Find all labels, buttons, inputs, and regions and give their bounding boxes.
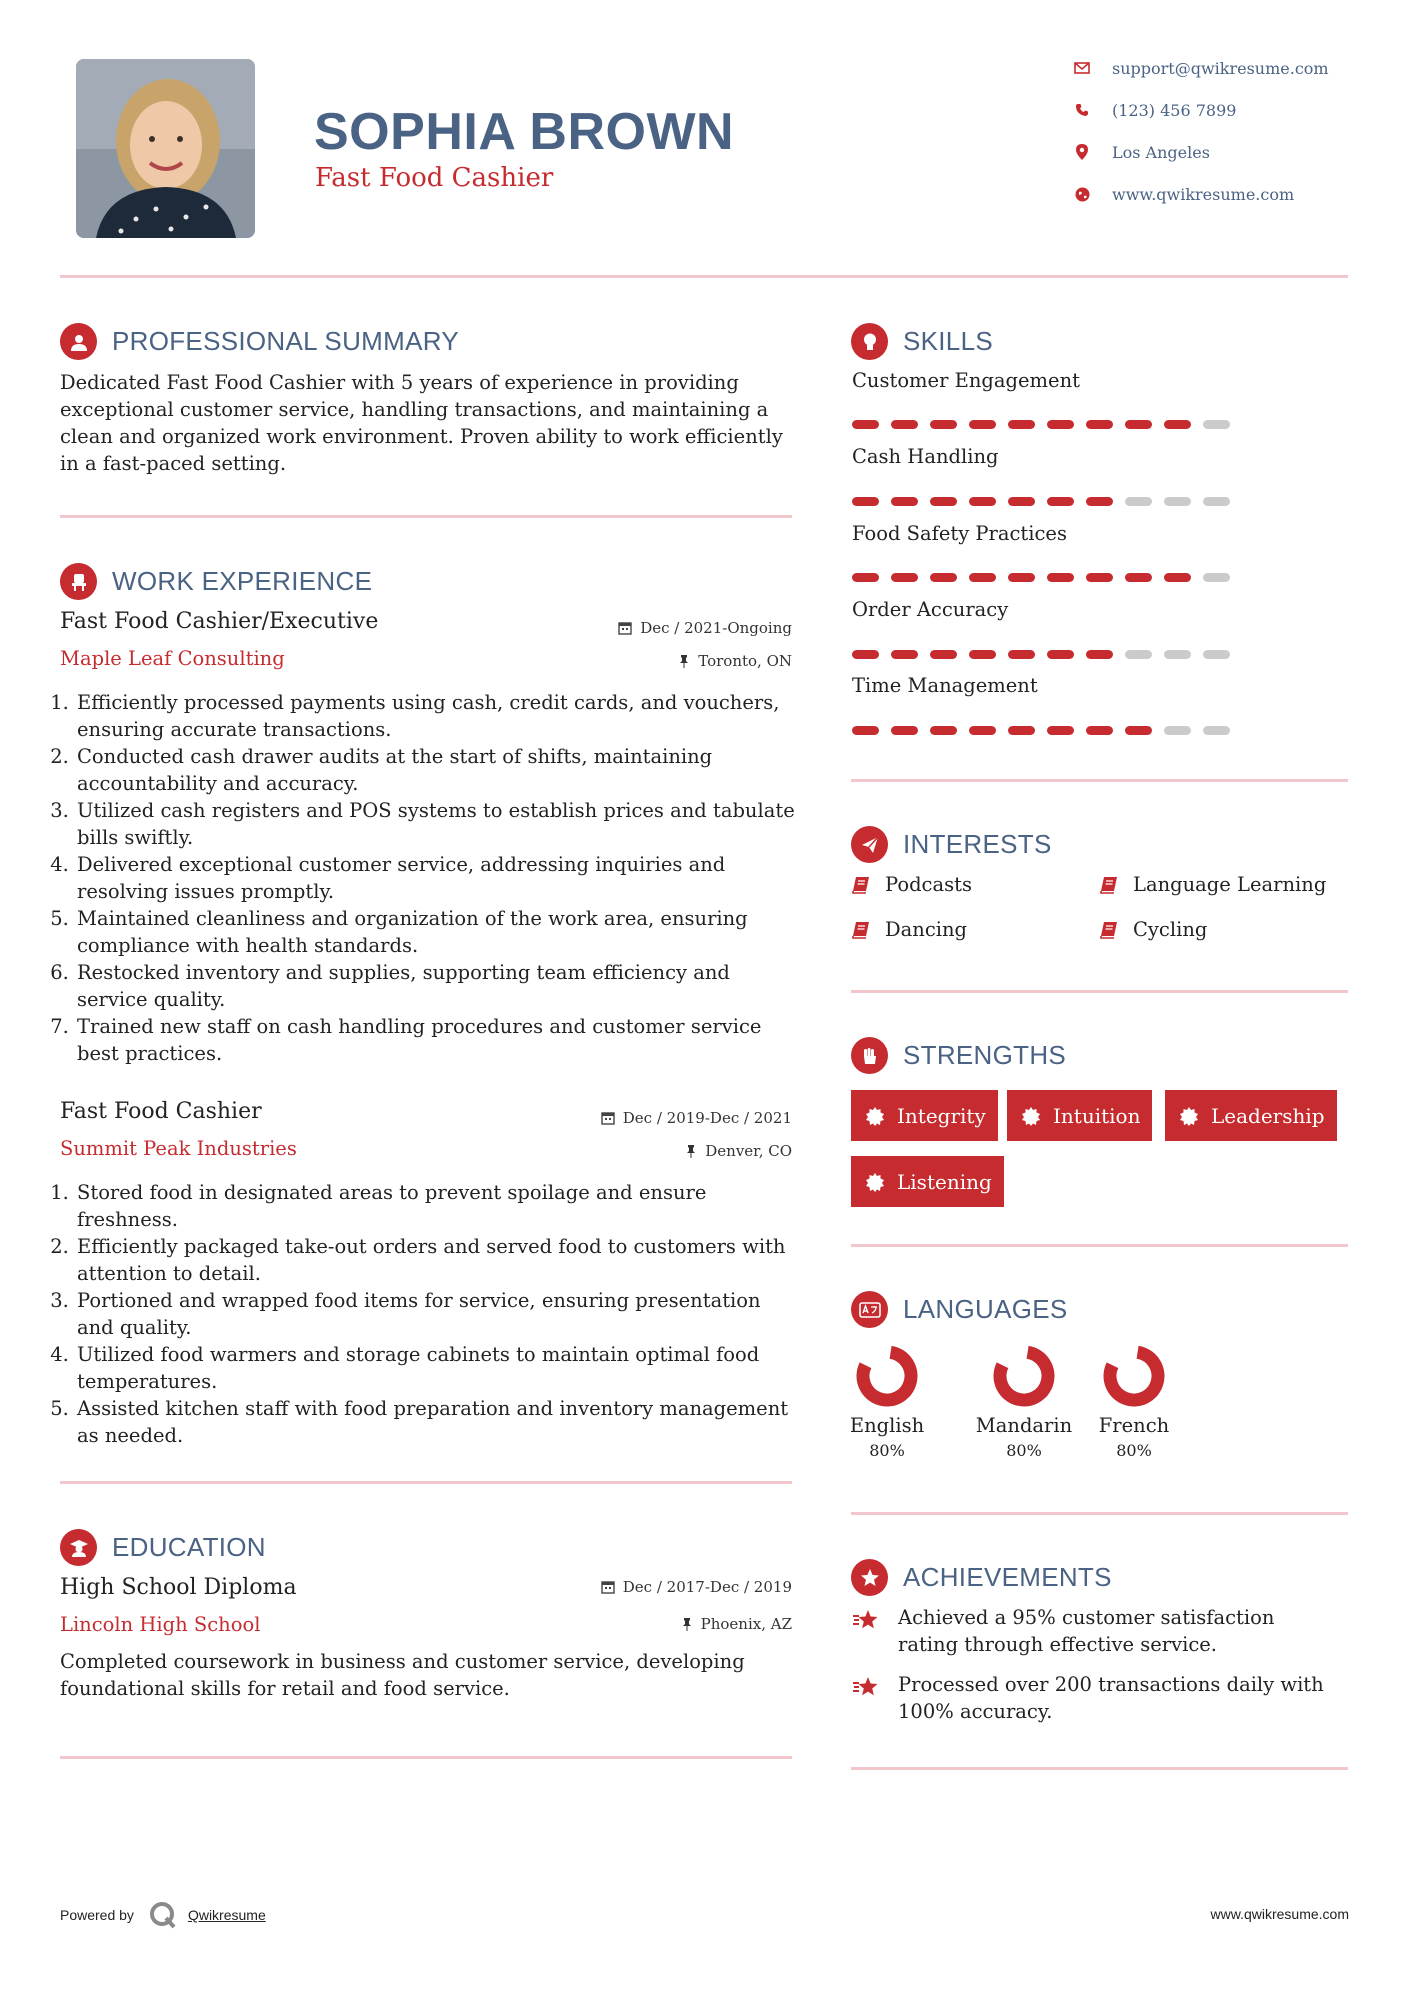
skill-dash-filled: [852, 573, 879, 582]
book-icon: [851, 876, 871, 894]
achievement-item: [852, 1671, 1332, 1725]
skill-5-meter: [852, 726, 1230, 735]
skill-dash-filled: [1125, 726, 1152, 735]
skill-dash-filled: [930, 650, 957, 659]
skill-dash-filled: [1086, 726, 1113, 735]
skill-4-meter: [852, 650, 1230, 659]
skill-dash-filled: [891, 573, 918, 582]
strength-label: Leadership: [1211, 1103, 1325, 1128]
job-1-company: Maple Leaf Consulting: [60, 647, 285, 670]
book-icon: [1099, 876, 1119, 894]
contact-email-text: support@qwikresume.com: [1112, 58, 1329, 78]
list-item: 5. Assisted kitchen staff with food preparation and inventory management as needed.: [75, 1395, 797, 1449]
strength-chip: [851, 1156, 1004, 1207]
list-item: 3. Portioned and wrapped food items for service, ensuring presentation and quality.: [75, 1287, 797, 1341]
achievement-text: Processed over 200 transactions daily with 100% accuracy.: [898, 1673, 1324, 1723]
education-dates-text: Dec / 2017-Dec / 2019: [622, 1578, 792, 1596]
experience-divider: [60, 1481, 792, 1484]
skill-dash-filled: [1164, 420, 1191, 429]
skill-dash-filled: [1047, 497, 1074, 506]
skill-dash-empty: [1203, 497, 1230, 506]
job-2-dates-text: Dec / 2019-Dec / 2021: [622, 1109, 792, 1127]
skill-dash-filled: [852, 726, 879, 735]
language-french: [1079, 1344, 1189, 1460]
job-2-company: Summit Peak Industries: [60, 1137, 297, 1160]
strengths-heading: [851, 1037, 1066, 1074]
skill-5-name: Time Management: [852, 674, 1038, 697]
contact-phone-text: (123) 456 7899: [1112, 100, 1237, 120]
skill-dash-filled: [1008, 726, 1035, 735]
skill-dash-filled: [1164, 573, 1191, 582]
skill-dash-filled: [930, 573, 957, 582]
list-item: 1. Stored food in designated areas to prevent spoilage and ensure freshness.: [75, 1179, 797, 1233]
profile-photo: [76, 59, 255, 238]
experience-title: WORK EXPERIENCE: [112, 566, 373, 596]
interest-label: Language Learning: [1133, 873, 1327, 896]
achievements-title: ACHIEVEMENTS: [903, 1562, 1112, 1592]
interest-label: Podcasts: [885, 873, 972, 896]
skill-dash-filled: [1008, 420, 1035, 429]
interest-item: [851, 873, 972, 896]
job-1-dates: [618, 619, 792, 637]
skill-dash-filled: [1008, 650, 1035, 659]
skill-3-name: Food Safety Practices: [852, 522, 1067, 545]
interests-heading: [851, 826, 1052, 863]
pin-icon: [678, 654, 690, 668]
language-name: French: [1098, 1414, 1170, 1437]
language-name: English: [849, 1414, 925, 1437]
skills-divider: [851, 779, 1348, 782]
list-item: 2. Conducted cash drawer audits at the start of shifts, maintaining accountability and accuracy.: [75, 743, 797, 797]
skill-dash-empty: [1203, 650, 1230, 659]
language-percent: 80%: [1006, 1441, 1042, 1460]
skill-dash-filled: [1008, 573, 1035, 582]
interests-divider: [851, 990, 1348, 993]
calendar-icon: [618, 621, 632, 635]
education-location-text: Phoenix, AZ: [700, 1615, 792, 1633]
list-item: 6. Restocked inventory and supplies, supporting team efficiency and service quality.: [75, 959, 797, 1013]
skill-dash-filled: [969, 497, 996, 506]
languages-heading: [851, 1291, 1068, 1328]
skill-dash-filled: [891, 497, 918, 506]
language-mandarin: [969, 1344, 1079, 1460]
interests-title: INTERESTS: [903, 829, 1052, 859]
job-1-bullets: [57, 689, 797, 1067]
strength-chip: [1007, 1090, 1152, 1141]
summary-heading: [60, 323, 459, 360]
skill-dash-filled: [930, 420, 957, 429]
list-item: 3. Utilized cash registers and POS systems to establish prices and tabulate bills swiftly.: [75, 797, 797, 851]
summary-divider: [60, 515, 792, 518]
language-ring: [1102, 1344, 1166, 1408]
education-location: [681, 1615, 792, 1633]
languages-title: LANGUAGES: [903, 1294, 1068, 1324]
strength-label: Integrity: [897, 1103, 986, 1128]
strengths-title: STRENGTHS: [903, 1040, 1067, 1070]
phone-icon: [1072, 100, 1092, 120]
book-icon: [851, 921, 871, 939]
powered-by-text: Powered by: [60, 1907, 134, 1923]
skill-dash-filled: [930, 726, 957, 735]
achievement-item: [852, 1604, 1332, 1658]
experience-heading: [60, 563, 372, 600]
skill-dash-filled: [969, 726, 996, 735]
education-school: Lincoln High School: [60, 1613, 261, 1636]
language-ring-arc: [1000, 1352, 1048, 1400]
language-ring-arc: [1110, 1352, 1158, 1400]
skill-dash-filled: [1086, 573, 1113, 582]
strengths-divider: [851, 1244, 1348, 1247]
skill-dash-filled: [852, 650, 879, 659]
job-2-title: Fast Food Cashier: [60, 1099, 262, 1124]
language-percent: 80%: [1116, 1441, 1152, 1460]
list-item: 4. Utilized food warmers and storage cabinets to maintain optimal food temperatures.: [75, 1341, 797, 1395]
interest-label: Dancing: [885, 918, 968, 941]
achievement-text: Achieved a 95% customer satisfaction rating through effective service.: [898, 1606, 1275, 1656]
skill-dash-filled: [969, 650, 996, 659]
skill-dash-filled: [969, 573, 996, 582]
star-icon: [852, 1608, 882, 1632]
candidate-name: SOPHIA BROWN: [314, 103, 735, 161]
languages-divider: [851, 1512, 1348, 1515]
user-icon: [60, 323, 97, 360]
job-1-location-text: Toronto, ON: [698, 652, 792, 670]
badge-icon: [1179, 1106, 1199, 1126]
footer-url[interactable]: www.qwikresume.com: [1210, 1906, 1349, 1922]
strength-chip: [851, 1090, 998, 1141]
job-2-bullets: [57, 1179, 797, 1449]
footer-powered-by: [60, 1900, 266, 1930]
skill-dash-filled: [891, 420, 918, 429]
job-1-title: Fast Food Cashier/Executive: [60, 609, 379, 634]
skills-heading: [851, 323, 993, 360]
skill-dash-empty: [1125, 650, 1152, 659]
qwikresume-logo-icon: [148, 1900, 178, 1930]
globe-icon: [1072, 184, 1092, 204]
envelope-icon: [1072, 58, 1092, 78]
book-icon: [1099, 921, 1119, 939]
list-item: 2. Efficiently packaged take-out orders and served food to customers with attention to detail.: [75, 1233, 797, 1287]
star-badge-icon: [851, 1559, 888, 1596]
skill-2-name: Cash Handling: [852, 445, 999, 468]
skill-dash-empty: [1164, 497, 1191, 506]
skill-3-meter: [852, 573, 1230, 582]
job-2-location-text: Denver, CO: [705, 1142, 792, 1160]
strength-label: Listening: [897, 1169, 992, 1194]
job-1-dates-text: Dec / 2021-Ongoing: [640, 619, 792, 637]
list-item: 5. Maintained cleanliness and organization of the work area, ensuring compliance with health standards.: [75, 905, 797, 959]
skill-dash-filled: [969, 420, 996, 429]
education-dates: [601, 1578, 792, 1596]
skill-2-meter: [852, 497, 1230, 506]
map-pin-icon: [1072, 142, 1092, 162]
qwikresume-link[interactable]: Qwikresume: [187, 1907, 266, 1923]
job-2-location: [685, 1142, 792, 1160]
language-ring-arc: [863, 1352, 911, 1400]
skill-dash-filled: [1125, 573, 1152, 582]
list-item: 1. Efficiently processed payments using cash, credit cards, and vouchers, ensuring accurate transactions.: [75, 689, 797, 743]
skill-dash-empty: [1164, 726, 1191, 735]
language-ring: [855, 1344, 919, 1408]
strength-chip: [1165, 1090, 1337, 1141]
calendar-icon: [601, 1111, 615, 1125]
skill-dash-empty: [1203, 573, 1230, 582]
skill-dash-empty: [1125, 497, 1152, 506]
achievements-divider: [851, 1767, 1348, 1770]
fist-icon: [851, 1037, 888, 1074]
paper-plane-icon: [851, 826, 888, 863]
badge-icon: [1021, 1106, 1041, 1126]
skill-dash-filled: [1047, 420, 1074, 429]
summary-text: Dedicated Fast Food Cashier with 5 years of experience in providing exceptional customer service, handling transactions, and maintaining a clean and organized work environment. Proven ability to work efficiently in a fast-paced setting.: [60, 371, 783, 475]
skill-dash-filled: [1008, 497, 1035, 506]
education-heading: [60, 1529, 266, 1566]
badge-icon: [865, 1106, 885, 1126]
achievements-heading: [851, 1559, 1112, 1596]
education-title: EDUCATION: [112, 1532, 266, 1562]
calendar-icon: [601, 1580, 615, 1594]
education-divider: [60, 1756, 792, 1759]
skill-dash-filled: [1086, 497, 1113, 506]
skill-dash-filled: [930, 497, 957, 506]
candidate-title: Fast Food Cashier: [315, 163, 554, 193]
job-2-dates: [601, 1109, 792, 1127]
interest-label: Cycling: [1133, 918, 1208, 941]
skill-dash-filled: [1086, 650, 1113, 659]
skill-dash-filled: [1047, 726, 1074, 735]
education-degree: High School Diploma: [60, 1575, 297, 1600]
interest-item: [1099, 918, 1207, 941]
contact-website-text: www.qwikresume.com: [1112, 184, 1295, 204]
language-english: [832, 1344, 942, 1460]
list-item: 7. Trained new staff on cash handling procedures and customer service best practices.: [75, 1013, 797, 1067]
language-name: Mandarin: [975, 1414, 1073, 1437]
list-item: 4. Delivered exceptional customer service, addressing inquiries and resolving issues promptly.: [75, 851, 797, 905]
lightbulb-icon: [851, 323, 888, 360]
contact-location: [1072, 142, 1210, 162]
interest-item: [1099, 873, 1326, 896]
skill-1-meter: [852, 420, 1230, 429]
profile-photo-image: [76, 59, 255, 238]
skill-dash-empty: [1203, 420, 1230, 429]
contact-phone[interactable]: [1072, 100, 1236, 120]
pin-icon: [685, 1144, 697, 1158]
job-1-location: [678, 652, 792, 670]
skill-dash-filled: [891, 726, 918, 735]
language-ring: [992, 1344, 1056, 1408]
skill-4-name: Order Accuracy: [852, 598, 1009, 621]
skill-dash-empty: [1203, 726, 1230, 735]
star-icon: [852, 1675, 882, 1699]
chair-icon: [60, 563, 97, 600]
skill-1-name: Customer Engagement: [852, 369, 1080, 392]
contact-location-text: Los Angeles: [1112, 142, 1210, 162]
header-divider: [60, 275, 1348, 278]
language-percent: 80%: [869, 1441, 905, 1460]
summary-title: PROFESSIONAL SUMMARY: [112, 326, 459, 356]
translate-icon: [851, 1291, 888, 1328]
badge-icon: [865, 1172, 885, 1192]
education-text: Completed coursework in business and customer service, developing foundational skills for retail and food service.: [60, 1650, 745, 1700]
skill-dash-filled: [1047, 650, 1074, 659]
interest-item: [851, 918, 967, 941]
skill-dash-filled: [1047, 573, 1074, 582]
contact-website[interactable]: [1072, 184, 1294, 204]
graduate-icon: [60, 1529, 97, 1566]
skill-dash-filled: [1086, 420, 1113, 429]
skill-dash-empty: [1164, 650, 1191, 659]
skills-title: SKILLS: [903, 326, 993, 356]
skill-dash-filled: [852, 420, 879, 429]
skill-dash-filled: [1125, 420, 1152, 429]
contact-email[interactable]: [1072, 58, 1329, 78]
strength-label: Intuition: [1053, 1103, 1141, 1128]
pin-icon: [681, 1617, 693, 1631]
skill-dash-filled: [891, 650, 918, 659]
skill-dash-filled: [852, 497, 879, 506]
